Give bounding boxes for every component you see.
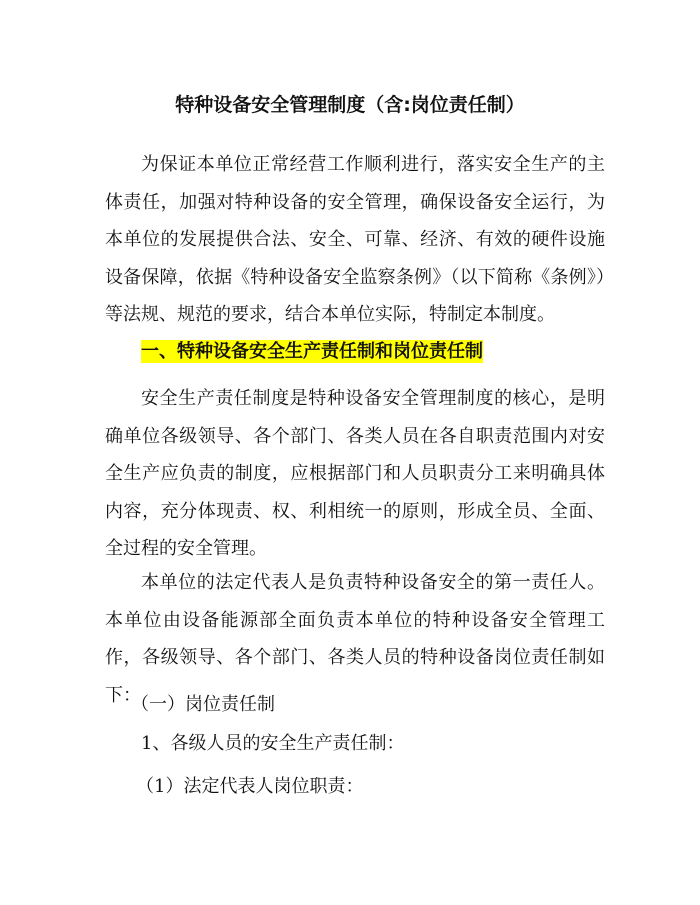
document-title: 特种设备安全管理制度（含:岗位责任制）	[175, 94, 525, 116]
subheading: （一）岗位责任制	[131, 694, 275, 715]
highlighted-heading-text: 一、特种设备安全生产责任制和岗位责任制	[141, 341, 483, 362]
intro-paragraph: 为保证本单位正常经营工作顺利进行，落实安全生产的主体责任，加强对特种设备的安全管理，确保设备安全运行，为本单位的发展提供合法、安全、可靠、经济、有效的硬件设施设备保障，依据《特种设备安全监察条例》（以下简称《条例》）等法规、规范的要求，结合本单位实际，特制定本制度。	[105, 154, 605, 325]
list-item-1-1: （1）法定代表人岗位职责：	[136, 776, 364, 797]
section-heading	[141, 339, 483, 365]
list-item-1: 1、各级人员的安全生产责任制：	[141, 733, 405, 754]
responsibility-paragraph: 安全生产责任制度是特种设备安全管理制度的核心，是明确单位各级领导、各个部门、各类人员在各自职责范围内对安全生产应负责的制度，应根据部门和人员职责分工来明确具体内容，充分体现责、权、利相统一的原则，形成全员、全面、全过程的安全管理。	[105, 388, 605, 559]
legal-representative-paragraph: 本单位的法定代表人是负责特种设备安全的第一责任人。本单位由设备能源部全面负责本单位的特种设备安全管理工作，各级领导、各个部门、各类人员的特种设备岗位责任制如下：	[105, 572, 605, 706]
